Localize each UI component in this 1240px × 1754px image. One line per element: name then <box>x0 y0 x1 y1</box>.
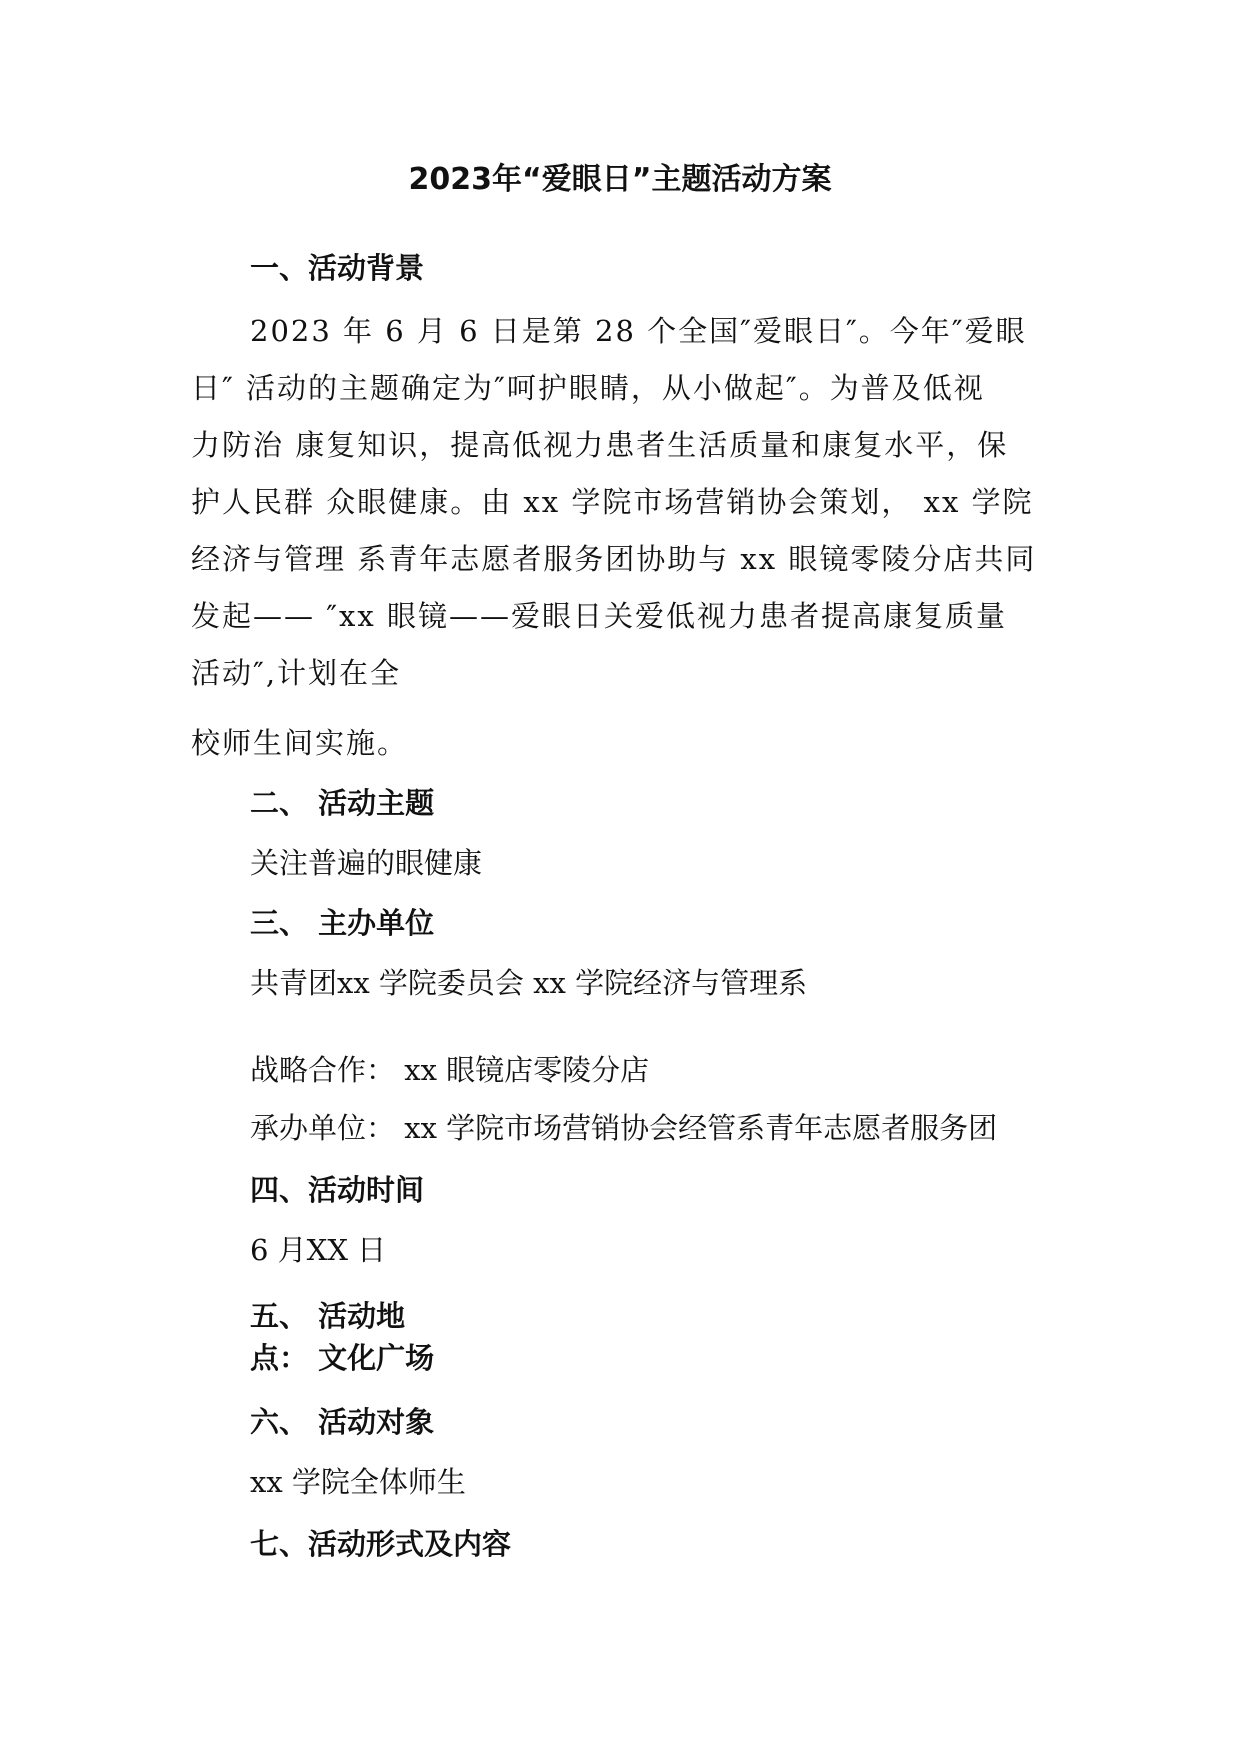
time-text: 6 月XX 日 <box>250 1233 387 1267</box>
background-line-7: 活动″,计划在全 <box>191 656 402 690</box>
background-line-6: 发起—— ″xx 眼镜——爱眼日关爱低视力患者提高康复质量 <box>191 599 1007 633</box>
section-heading-organizers: 三、 主办单位 <box>250 906 435 940</box>
section-heading-location-line2: 点： 文化广场 <box>250 1341 435 1375</box>
section-heading-background: 一、活动背景 <box>250 251 425 285</box>
organizers-text: 共青团xx 学院委员会 xx 学院经济与管理系 <box>250 966 808 1000</box>
background-line-2: 日″ 活动的主题确定为″呵护眼睛，从小做起″。为普及低视 <box>191 371 985 405</box>
document-title: 2023年“爱眼日”主题活动方案 <box>408 162 832 197</box>
theme-text: 关注普遍的眼健康 <box>250 846 483 880</box>
audience-text: xx 学院全体师生 <box>250 1465 466 1499</box>
background-line-8: 校师生间实施。 <box>191 726 409 760</box>
section-heading-location-line1: 五、 活动地 <box>250 1299 406 1333</box>
section-heading-format: 七、活动形式及内容 <box>250 1527 512 1561</box>
section-heading-audience: 六、 活动对象 <box>250 1405 435 1439</box>
section-heading-time: 四、活动时间 <box>250 1173 425 1207</box>
partner-text: 战略合作： xx 眼镜店零陵分店 <box>250 1053 650 1087</box>
background-line-4: 护人民群 众眼健康。由 xx 学院市场营销协会策划， xx 学院 <box>191 485 1034 519</box>
background-line-1: 2023 年 6 月 6 日是第 28 个全国″爱眼日″。今年″爱眼 <box>250 314 1027 348</box>
section-heading-theme: 二、 活动主题 <box>250 786 435 820</box>
undertaker-text: 承办单位： xx 学院市场营销协会经管系青年志愿者服务团 <box>250 1111 998 1145</box>
background-line-5: 经济与管理 系青年志愿者服务团协助与 xx 眼镜零陵分店共同 <box>191 542 1037 576</box>
background-line-3: 力防治 康复知识，提高低视力患者生活质量和康复水平，保 <box>191 428 1009 462</box>
